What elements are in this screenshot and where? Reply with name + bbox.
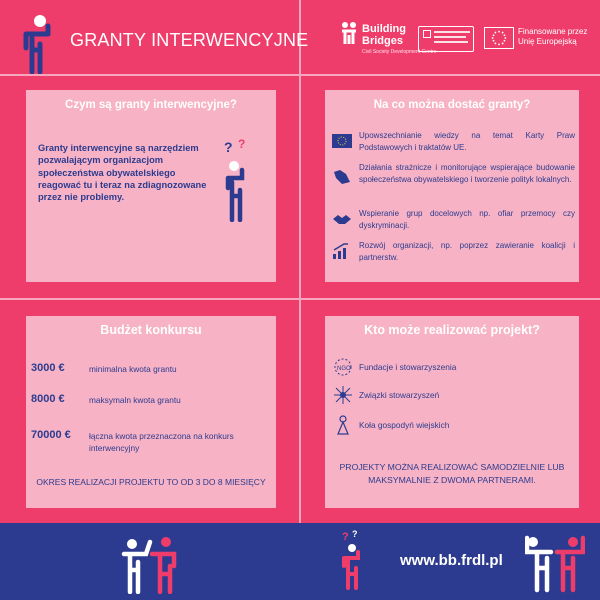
svg-text:?: ? [342,531,349,543]
svg-text:?: ? [224,139,233,155]
budget-amount: 3000 € [31,362,65,374]
budget-description: minimalna kwota grantu [89,364,177,374]
partners-note: PROJEKTY MOŻNA REALIZOWAĆ SAMODZIELNIE LUB MAKSYMALNIE Z DWOMA PARTNERAMI. [339,462,565,485]
list-item-text: Działania strażnicze i monitorujące wspierające budowanie społeczeństwa obywatelskiego i tworzenie polityk lokalnych. [359,163,575,184]
card-title: Czym są granty interwencyjne? [65,99,237,111]
card-budget [26,316,276,508]
women-group-icon [332,414,354,436]
ngo-icon [332,356,354,378]
project-period-note: OKRES REALIZACJI PROJEKTU TO OD 3 DO 8 MIESIĘCY [36,477,266,487]
card-grant-goals [325,90,579,282]
budget-amount: 70000 € [31,429,71,441]
card-title: Kto może realizować projekt? [364,323,540,337]
frdl-logo-line [434,41,468,43]
card-what-are-grants [26,90,276,282]
svg-text:?: ? [352,529,358,539]
list-item-text: Upowszechnianie wiedzy na temat Karty Praw Podstawowych i traktatów UE. [359,131,575,152]
building-bridges-logo-icon [340,21,358,45]
watchdog-icon [332,168,352,186]
list-item-text: Wspieranie grup docelowych np. ofiar przemocy czy dyskryminacji. [359,209,575,230]
website-link[interactable]: www.bb.frdl.pl [400,552,503,569]
grid-divider-middle [0,298,600,300]
building-bridges-subtitle: Civil Society Development Centre [362,49,437,55]
budget-description: maksymaln kwota grantu [89,395,181,405]
frdl-logo-line [434,31,470,33]
footer-bar [0,523,600,600]
list-item-text: Koła gospodyń wiejskich [359,420,450,430]
frdl-mark-icon [423,30,431,38]
question-person-icon [220,136,260,222]
card-body-text: Granty interwencyjne są narzędziem pozwalającym organizacjom społeczeństwa obywatelskiego reagować tu i teraz na zdiagnozowane przez nie problemy. [38,143,207,203]
eu-flag-icon [484,27,514,49]
growth-chart-icon [332,242,352,260]
list-item [332,162,575,206]
list-item [332,384,572,406]
two-people-icon [120,532,182,594]
svg-text:NGO: NGO [337,366,351,372]
eu-label-line2: Unię Europejską [518,37,577,46]
person-figure-icon [18,14,58,74]
frdl-logo-line [434,36,466,38]
budget-description: łączna kwota przeznaczona na konkurs interwencyjny [89,431,234,453]
eu-funding-label [518,27,587,47]
list-item-text: Rozwój organizacji, np. poprzez zawieranie koalicji i partnerstw. [359,241,575,262]
list-item-text: Fundacje i stowarzyszenia [359,362,457,372]
grid-divider-vertical [299,0,301,523]
eu-flag-icon [332,132,352,150]
budget-amount: 8000 € [31,393,65,405]
card-title: Budżet konkursu [100,323,202,337]
building-bridges-logo-text [362,23,406,47]
page-title: GRANTY INTERWENCYJNE [70,30,309,50]
grid-divider-top [0,74,600,76]
list-item [332,240,575,276]
list-item [332,130,575,166]
two-people-icon [525,532,585,594]
list-item [332,208,575,244]
svg-text:?: ? [238,137,246,151]
partner-name-line1: Building [362,23,406,35]
list-item [332,356,572,378]
list-item-text: Związki stowarzyszeń [359,390,440,400]
card-who-can-apply [325,316,579,508]
handshake-icon [332,210,352,228]
partner-name-line2: Bridges [362,35,403,47]
question-person-icon [338,528,368,590]
network-icon [332,384,354,406]
eu-label-line1: Finansowane przez [518,27,588,36]
list-item [332,414,572,436]
card-title: Na co można dostać granty? [373,99,531,111]
